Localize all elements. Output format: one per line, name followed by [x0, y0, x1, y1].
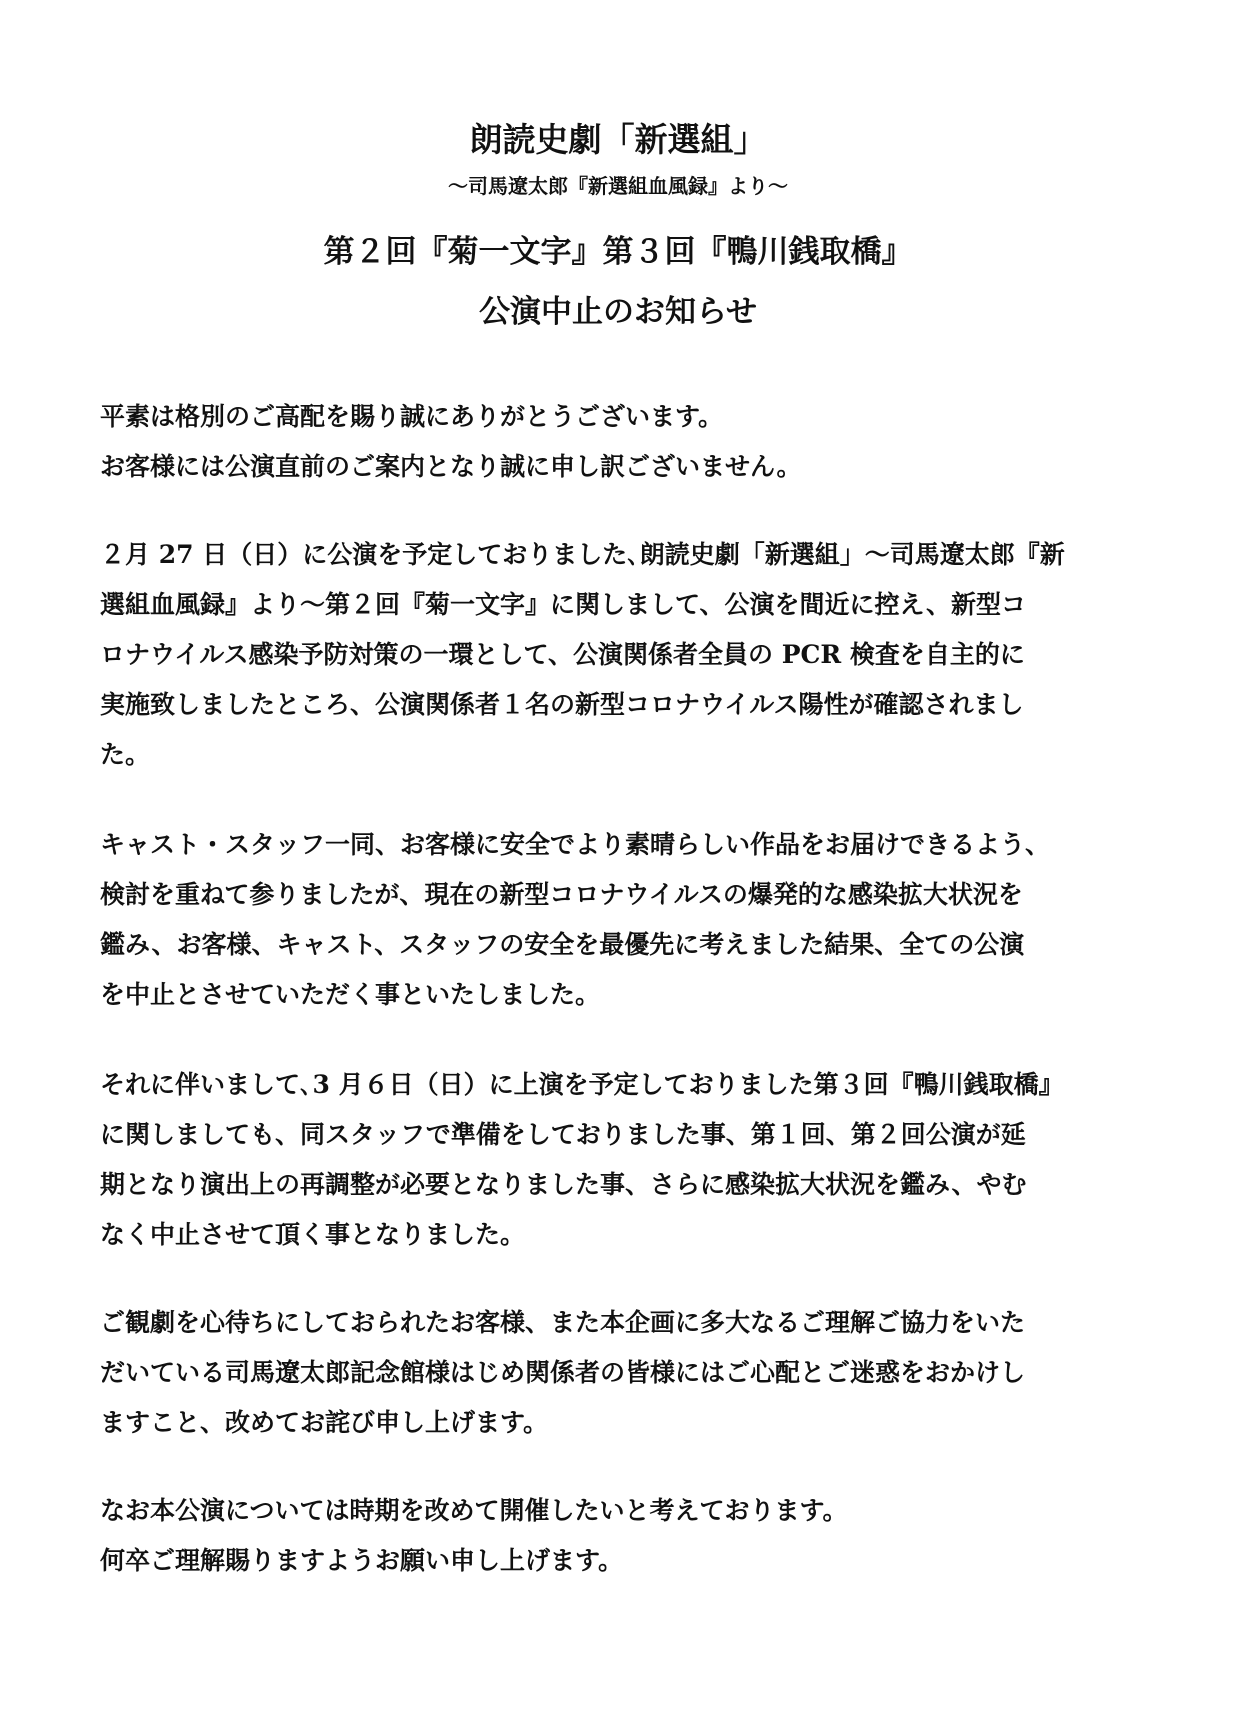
apology-paragraph: [100, 1298, 1140, 1448]
text-line: 鑑み、お客様、キャスト、スタッフの安全を最優先に考えました結果、全ての公演: [100, 930, 1025, 959]
text-line: だいている司馬遼太郎記念館様はじめ関係者の皆様にはご心配とご迷惑をおかけし: [100, 1358, 1026, 1387]
text-line: 実施致しましたところ、公演関係者１名の新型コロナウイルス陽性が確認されまし: [100, 690, 1024, 719]
text-line: ２月 27 日（日）に公演を予定しておりました､朗読史劇「新選組」〜司馬遼太郎『新: [100, 540, 1065, 569]
text-line: 平素は格別のご高配を賜り誠にありがとうございます。: [100, 402, 724, 431]
text-line: なお本公演については時期を改めて開催したいと考えております。: [100, 1496, 848, 1525]
text-line: ご観劇を心待ちにしておられたお客様、また本企画に多大なるご理解ご協力をいた: [100, 1308, 1026, 1337]
text-line: 何卒ご理解賜りますようお願い申し上げます。: [100, 1546, 624, 1575]
decision-paragraph: [100, 820, 1140, 1020]
text-line: 検討を重ねて参りましたが、現在の新型コロナウイルスの爆発的な感染拡大状況を: [100, 880, 1023, 909]
text-line: 期となり演出上の再調整が必要となりました事、さらに感染拡大状況を鑑み、やむ: [100, 1170, 1027, 1199]
episode3-paragraph: [100, 1060, 1140, 1260]
greeting-paragraph: [100, 392, 1140, 492]
text-line: なく中止させて頂く事となりました。: [100, 1220, 526, 1249]
text-line: ロナウイルス感染予防対策の一環として、公演関係者全員の PCR 検査を自主的に: [100, 640, 1025, 669]
text-line: を中止とさせていただく事といたしました。: [100, 980, 601, 1009]
text-line: ますこと、改めてお詫び申し上げます。: [100, 1408, 549, 1437]
text-line: 選組血風録』より〜第２回『菊一文字』に関しまして、公演を間近に控え、新型コ: [100, 590, 1027, 619]
text-line: キャスト・スタッフ一同、お客様に安全でより素晴らしい作品をお届けできるよう、: [100, 830, 1051, 859]
text-line: それに伴いまして､3 月６日（日）に上演を予定しておりました第３回『鴨川銭取橋』: [100, 1070, 1064, 1099]
text-line: に関しましても、同スタッフで準備をしておりました事、第１回、第２回公演が延: [100, 1120, 1026, 1149]
text-line: た。: [100, 740, 151, 769]
closing-paragraph: [100, 1486, 1140, 1586]
text-line: お客様には公演直前のご案内となり誠に申し訳ございません。: [100, 452, 802, 481]
cancellation-notice-heading: 公演中止のお知らせ: [478, 294, 758, 330]
page-subtitle: 〜司馬遼太郎『新選組血風録』より〜: [448, 174, 788, 198]
cancel-reason-paragraph: [100, 530, 1140, 780]
page-title: 朗読史劇「新選組」: [469, 120, 767, 159]
episodes-heading: 第２回『菊一文字』第３回『鴨川銭取橋』: [323, 234, 913, 270]
